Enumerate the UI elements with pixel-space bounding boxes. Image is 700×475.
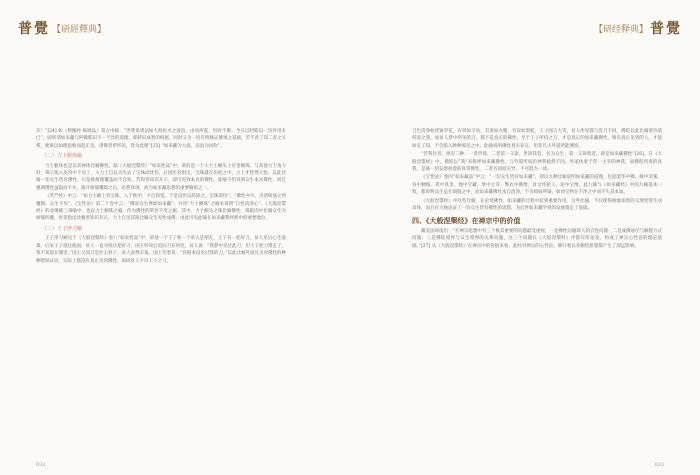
paragraph: 藏美法师指出：“在禅宗思想中有三个极其重要的问题最受重视，一是佛性问题即人的自性问题；二是成佛途径与解脱方式问题；三是佛陀境界与众生境界的关系问题，这三个问题在《大般涅槃经》中都有所论及，构成了禅宗心性论的理论基础。”[27] 从《大般涅槃经》在禅宗中的价值来看，此经对禅宗的心性论、修行观以及顿悟思想都产生了深远影响。 — [412, 228, 662, 249]
paragraph: 开！”[24] 如《楞伽经·偈颂品》第五中载：“世尊说诸法如大海恒水之波浪，由风所起，恒时不断。今日以阿耶识一切作用未已”，即所谓如来藏与阿赖耶识不一不异的道理，即转识成智的根据，同时又为一切有情修证佛果之基础，若不善了知二者之关系，便难以如理思惟而起正见。诸佛菩萨所说，皆为此理”[25] “如来藏为大海，识浪为风吹”。 — [36, 129, 286, 149]
paragraph: 王子净刀喻见于《大般涅槃经》卷八“如来性品”中，讲述一个王子和一个贫人是朋友，王子有一把好刀，贫人见后心生爱慕。后来王子逃往他国，贫人一直寻找这把好刀，国王听说后追问刀在何处，贫人说：“我梦中见过此刀，但王子把刀带走了，我不知道在哪里。”国王又问刀是什么样子，贫人说像羊角。国王笑着说：“你根本没见过我的刀。”以此比喻外道凡夫对佛性的种种错误认识，实际上都没有真正见到佛性，如同贫人不识王子之刀。 — [36, 236, 286, 264]
paragraph: 力士躯体也是以其神体比喻佛性。据《大般涅槃经》“如来性品”中，讲的是一个大力士额头上有金刚珠，与其他力士角力时，珠子陷入皮肉中不见了，大力士自以为失去了宝珠而忧伤，后因医者指出，宝珠就在伤疤之中，力士才恍然大悟。以此比喻一切众生皆有佛性，只是被烦恼覆盖而不自知，若得善知识开示，即可见到本具的佛性。此喻不但说明众生本具佛性，而且强调佛性虽隐而不失，离开烦恼覆障之后，必然显现，故为如来藏思想的重要喻依之一。 — [36, 163, 286, 191]
header-section-title: 【研经释典】 — [593, 24, 648, 35]
right-page-number: 033 — [654, 462, 664, 468]
left-page-number: 032 — [36, 462, 46, 468]
subheading: （三）王子净刀喻 — [42, 225, 83, 232]
right-page — [350, 0, 700, 475]
paragraph: 《华严经》中云：“如力士额上有宝珠，入于肤中，不自知觉。于是良医以药涂之，宝珠即出”，“佛性亦尔，为诸烦恼之所覆障，众生不见”。《宝性论》第二十卷中云：“佛说众生界即如来藏”，并用“力士额珠”之喻来说明“自性清净心”。《大般涅槃经》的贪嗔痴三毒喻中，也以力士额珠之喻，作为佛性的常住不变之据。其中，力士额头之珠比喻佛性，珠陷肉中比喻众生为烦恼所覆，医者指出比喻善知识开示，力士自见其珠比喻众生见性成佛，由此可见此喻在如来藏系经典中的重要地位。 — [36, 194, 286, 222]
left-text-column — [36, 128, 286, 266]
header-section-title: 【研經釋典】 — [52, 24, 107, 35]
paragraph: 《大般涅槃经》中这些比喻，在论述佛性、如来藏的过程中起到重要作用。这些比喻，不仅使得抽象深奥的义理变得生动具体，而且有力地论证了一切众生皆有佛性的思想，为后世如来藏学说的发展奠定了基础。 — [412, 198, 662, 212]
puguang-logo: 普覺 — [650, 21, 682, 37]
paragraph: 《宝性论》卷四“如来藏品”中云：“一切众生皆有如来藏”，即以九种比喻说明如来藏的道理，包括萎华中佛、蜂中美蜜、谷中粳粮、粪中真金、地中宝藏、果中之芽、弊衣中佛像、贫女怀轮王、泥中宝像。此九喻与《如来藏经》中的九喻基本一致，都说明众生虽在烦恼之中，而如来藏佛性本自清净，不为烦恼所染，如同宝物在不净之中而不失其本质。 — [412, 175, 662, 196]
right-text-column — [412, 128, 662, 251]
puguang-logo: 普覺 — [18, 21, 50, 37]
left-page-header — [18, 18, 108, 37]
paragraph: 刀色清净如优钵罗花，有说如羊角，有说如火聚，有说如黑蛇，王子闻言大笑，贫人所说都与真刀不同。佛陀以此比喻诸外道所说之我，如贫人梦中所见的刀，都不是真正的佛性。至于王子所持之刀，才是真正的如来藏佛性，唯有真正见到的人，才能如实了知，不会陷入种种邪见之中。此喻说明佛性真实存在，但非凡夫外道所能测度。 — [412, 129, 662, 149]
paragraph: “若我住者，则有二种：一者世谛，二者第一义谛。世谛我者，名为众生；第一义谛我者，即是如来藏佛性”[26]。在《大般涅槃经》中，佛陀以“我”来称呼如来藏佛性，与外道所说的神我截然不同。外道执着于常一主宰的神我，而佛陀所说的真我，是离一切妄想执着的真常佛性，二者名同而实异，不可混为一谈。 — [412, 152, 662, 173]
subheading: （二）力士躯体喻 — [42, 153, 83, 160]
right-page-header — [592, 18, 682, 37]
section-title: 四、《大般涅槃经》在禅宗中的价值 — [412, 216, 521, 226]
